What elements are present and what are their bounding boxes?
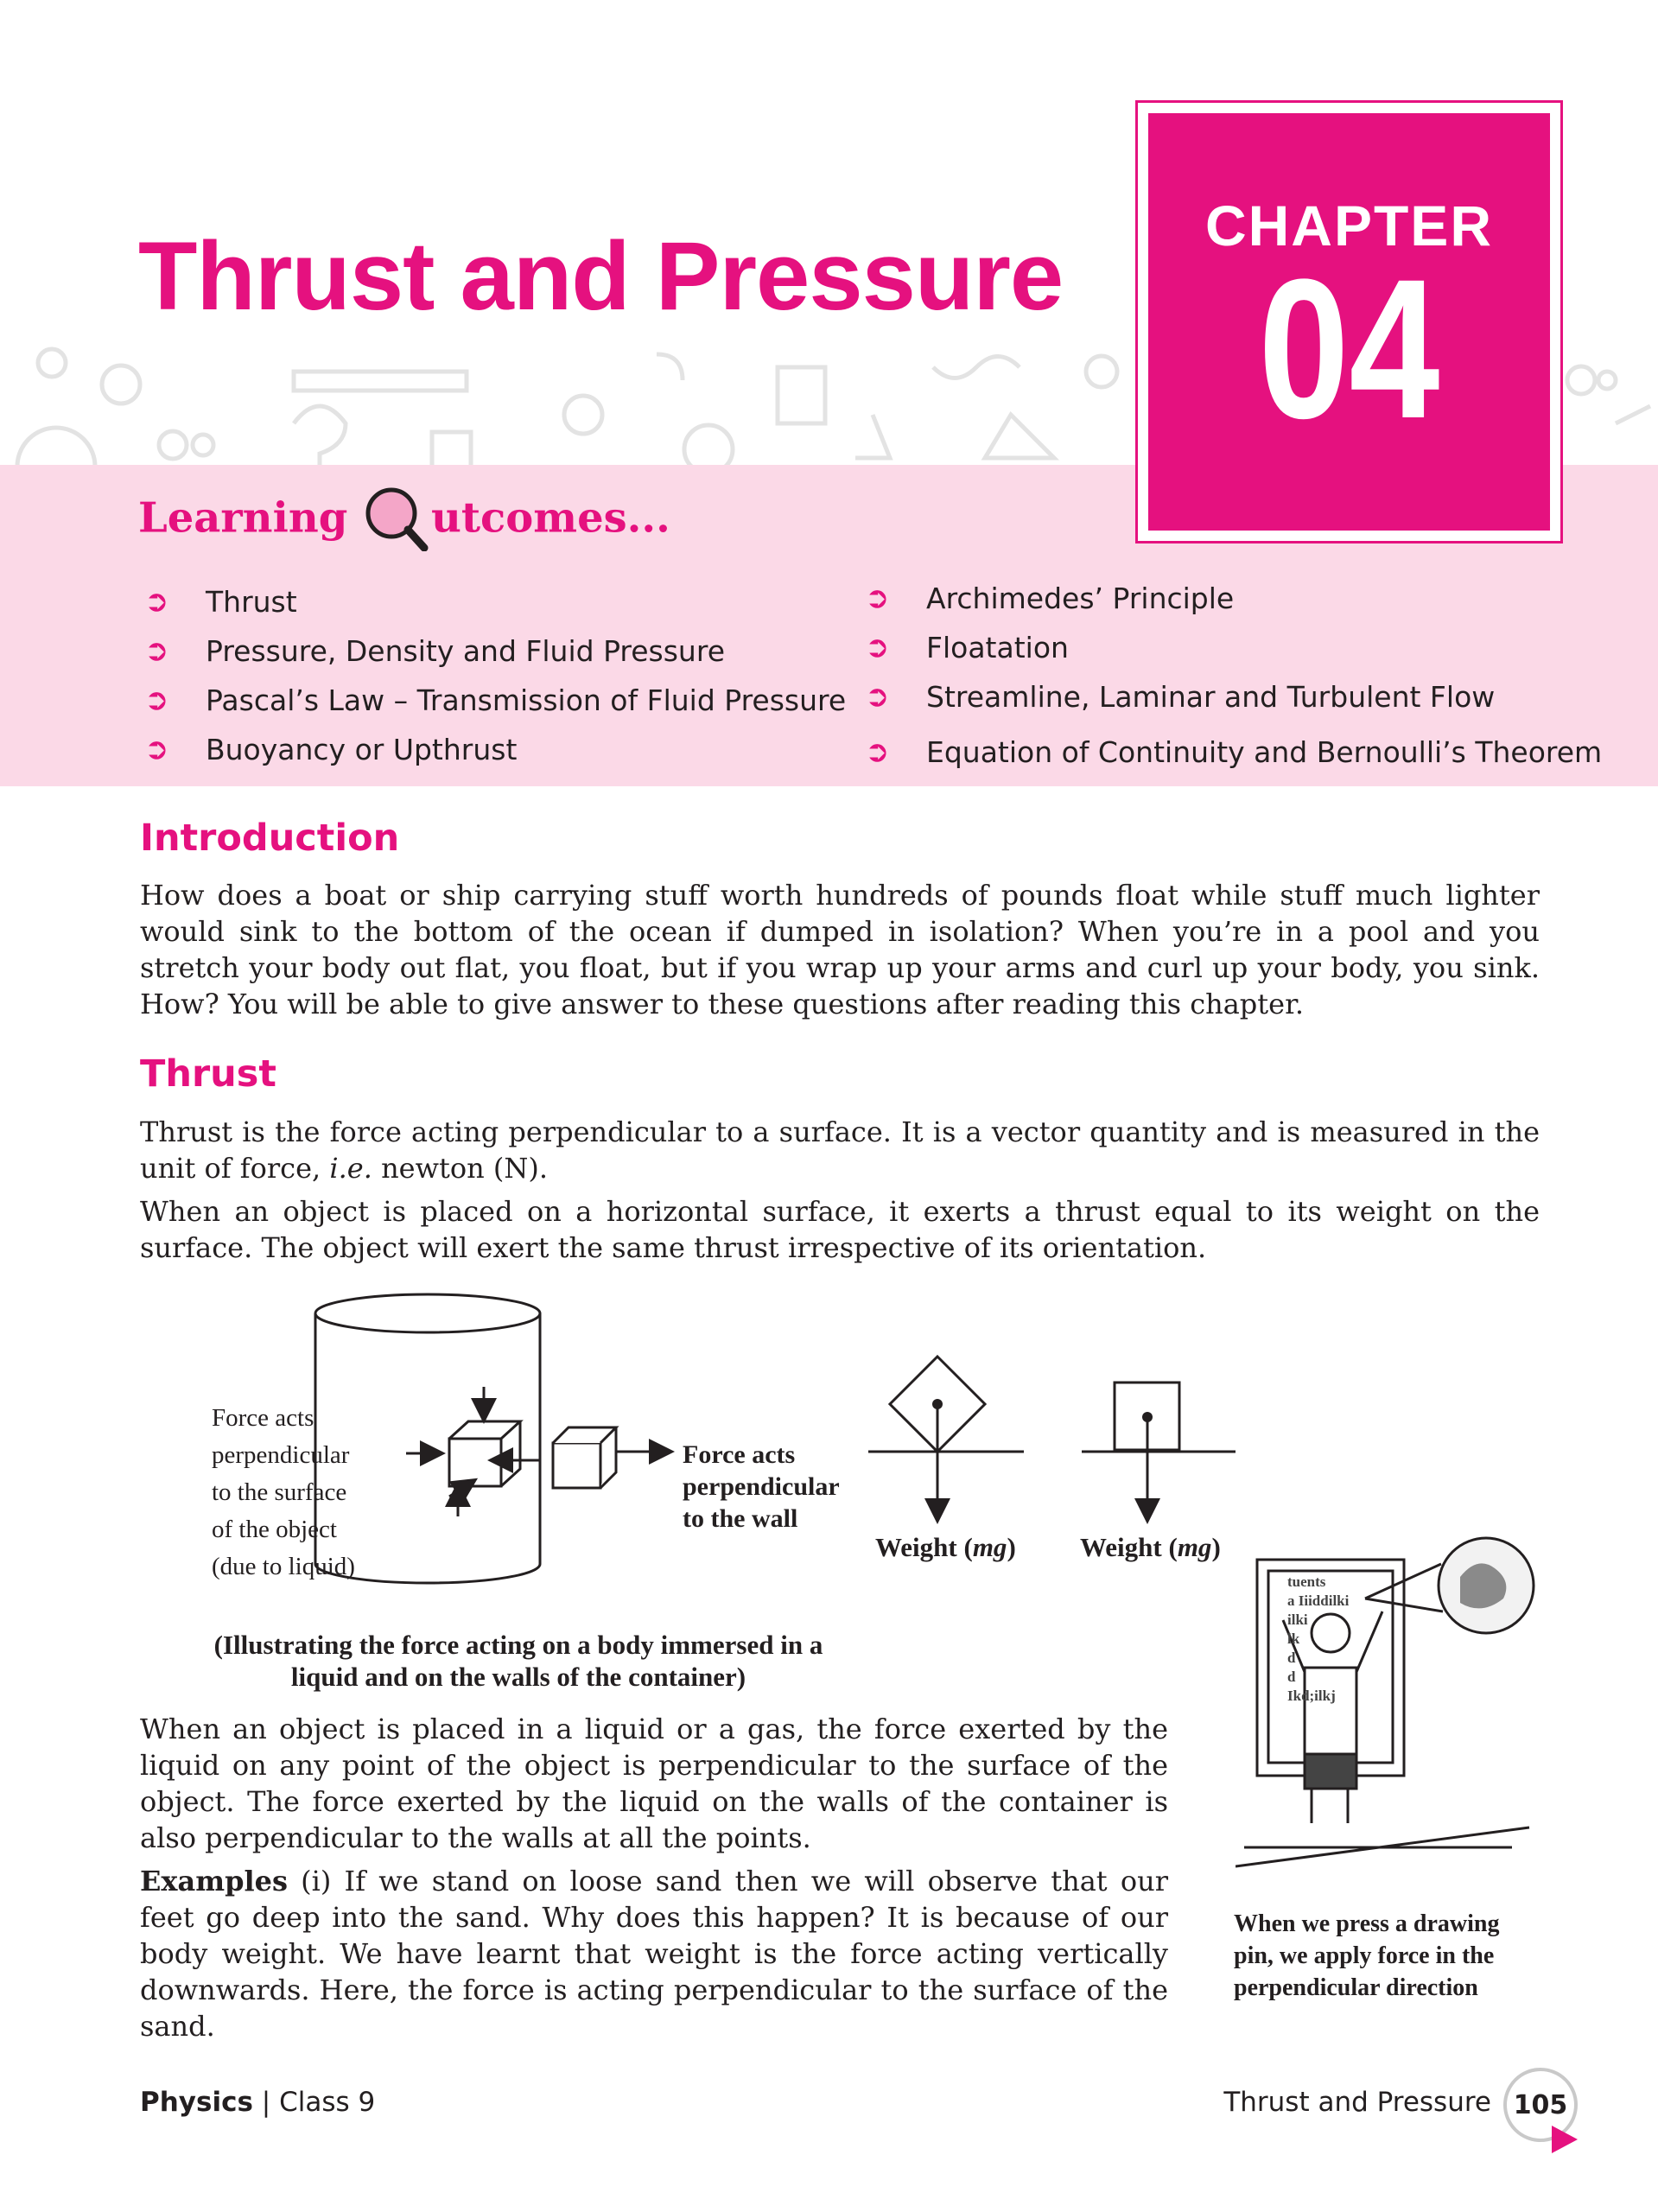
dna-icon xyxy=(933,357,1020,378)
footer-chapter-title: Thrust and Pressure xyxy=(1223,2087,1491,2118)
arrow-bullet-icon: ➲ xyxy=(144,584,169,619)
chapter-label: CHAPTER xyxy=(1204,194,1493,257)
figure1-left-label: Force acts perpendicular to the surface of the object (due to liquid) xyxy=(212,1404,355,1580)
lightbulb-icon xyxy=(564,396,602,434)
calculator-icon xyxy=(778,367,825,423)
learning-outcomes-heading-end: utcomes... xyxy=(430,493,670,543)
list-item: ➲ Archimedes’ Principle xyxy=(859,574,1602,623)
chapter-badge xyxy=(1135,100,1563,543)
examples-paragraph: Examples (i) If we stand on loose sand then we will observe that our feet go deep into the sand. Why does this happen? It is because of our body weight. We have learnt that weight is the force acting vertically downwards. Here, the force is acting perpendicular to the surface of the sand. xyxy=(140,1865,1168,2043)
calculator-icon xyxy=(432,432,471,467)
diamond-centre-dot xyxy=(932,1399,943,1409)
square-centre-dot xyxy=(1142,1412,1153,1422)
weight-label-square: Weight (mg) xyxy=(1080,1532,1221,1562)
magnifier-icon xyxy=(362,491,431,551)
arrow-bullet-icon: ➲ xyxy=(865,581,890,615)
introduction-heading: Introduction xyxy=(140,817,400,860)
learning-outcomes-right-list xyxy=(859,574,1602,777)
thrust-heading: Thrust xyxy=(140,1052,276,1096)
footer-subject: Physics | Class 9 xyxy=(140,2087,376,2118)
lightbulb-icon xyxy=(1086,356,1117,387)
arrow-bullet-icon: ➲ xyxy=(865,734,890,769)
arrow-bullet-icon: ➲ xyxy=(865,630,890,664)
figure2-caption: When we press a drawing pin, we apply force in the perpendicular direction xyxy=(1234,1910,1500,2001)
magnifier-icon xyxy=(17,428,95,467)
ruler-icon xyxy=(294,372,467,391)
arrow-bullet-icon: ➲ xyxy=(144,633,169,668)
list-item: ➲ Pressure, Density and Fluid Pressure xyxy=(138,626,846,676)
page-title: Thrust and Pressure xyxy=(138,222,1064,330)
arrow-bullet-icon: ➲ xyxy=(144,683,169,717)
chapter-badge-fill xyxy=(1148,113,1550,531)
figure-drawing-pin xyxy=(1236,1503,1547,1901)
page-number: 105 xyxy=(1513,2090,1568,2120)
list-item: ➲ Equation of Continuity and Bernoulli’s Theorem xyxy=(859,728,1602,777)
clock-icon xyxy=(102,365,140,404)
introduction-paragraph: How does a boat or ship carrying stuff worth hundreds of pounds float while stuff much lighter would sink to the bottom of the ocean if dumped in isolation? When you’re in a pool and you stretch your body out flat, you float, but if you wrap up your arms and curl up your body, you sink. How? You will be able to give answer to these questions after reading this chapter. xyxy=(140,879,1540,1020)
board-text: tuents a Iiiddilki ilki lk d d Ikd;ilkj xyxy=(1287,1573,1350,1704)
list-item: ➲ Pascal’s Law – Transmission of Fluid Pressure xyxy=(138,676,846,725)
microscope-icon xyxy=(855,415,890,458)
weight-label-diamond: Weight (mg) xyxy=(875,1532,1016,1562)
flask-icon xyxy=(985,415,1054,458)
gear-icon xyxy=(159,431,187,459)
chapter-number: 04 xyxy=(1258,238,1440,460)
figure1-caption: (Illustrating the force acting on a body immersed in a liquid and on the walls of the container) xyxy=(213,1630,823,1692)
list-item: ➲ Buoyancy or Upthrust xyxy=(138,725,846,774)
liquid-force-paragraph: When an object is placed in a liquid or a gas, the force exerted by the liquid on any point of the object is perpendicular to the surface of the object. The force exerted by the liquid on the walls of the container is also perpendicular to the walls at all the points. xyxy=(140,1713,1168,1854)
arrow-bullet-icon: ➲ xyxy=(144,732,169,766)
learning-outcomes-left-list xyxy=(138,577,846,774)
magnet-icon xyxy=(657,354,683,380)
thrust-orientation-paragraph: When an object is placed on a horizontal surface, it exerts a thrust equal to its weight on the surface. The object will exert the same thrust irrespective of its orientation. xyxy=(140,1195,1540,1264)
next-page-arrow-icon xyxy=(1552,2126,1578,2153)
list-item: ➲ Floatation xyxy=(859,623,1602,672)
examples-label: Examples xyxy=(140,1865,288,1897)
gear-icon xyxy=(38,349,66,377)
figure-drawing-pin-drawing xyxy=(1236,1503,1547,1901)
learning-outcomes-heading-start: Learning xyxy=(138,493,362,543)
learning-outcomes-heading xyxy=(138,491,670,551)
figure-immersed-body xyxy=(199,1287,1261,1711)
list-item: ➲ Thrust xyxy=(138,577,846,626)
telescope-icon xyxy=(1616,406,1650,423)
gear-icon xyxy=(1567,366,1595,394)
gear-icon xyxy=(193,435,213,455)
figure1-wall-label: Force acts perpendicular to the wall xyxy=(683,1440,840,1533)
question-mark-icon xyxy=(294,406,346,467)
arrow-bullet-icon: ➲ xyxy=(865,679,890,714)
stopwatch-icon xyxy=(684,425,733,467)
thrust-definition-paragraph: Thrust is the force acting perpendicular to a surface. It is a vector quantity and is measured in the unit of force, i.e. newton (N). xyxy=(140,1116,1540,1185)
list-item: ➲ Streamline, Laminar and Turbulent Flow xyxy=(859,672,1602,721)
gear-icon xyxy=(1598,372,1616,389)
